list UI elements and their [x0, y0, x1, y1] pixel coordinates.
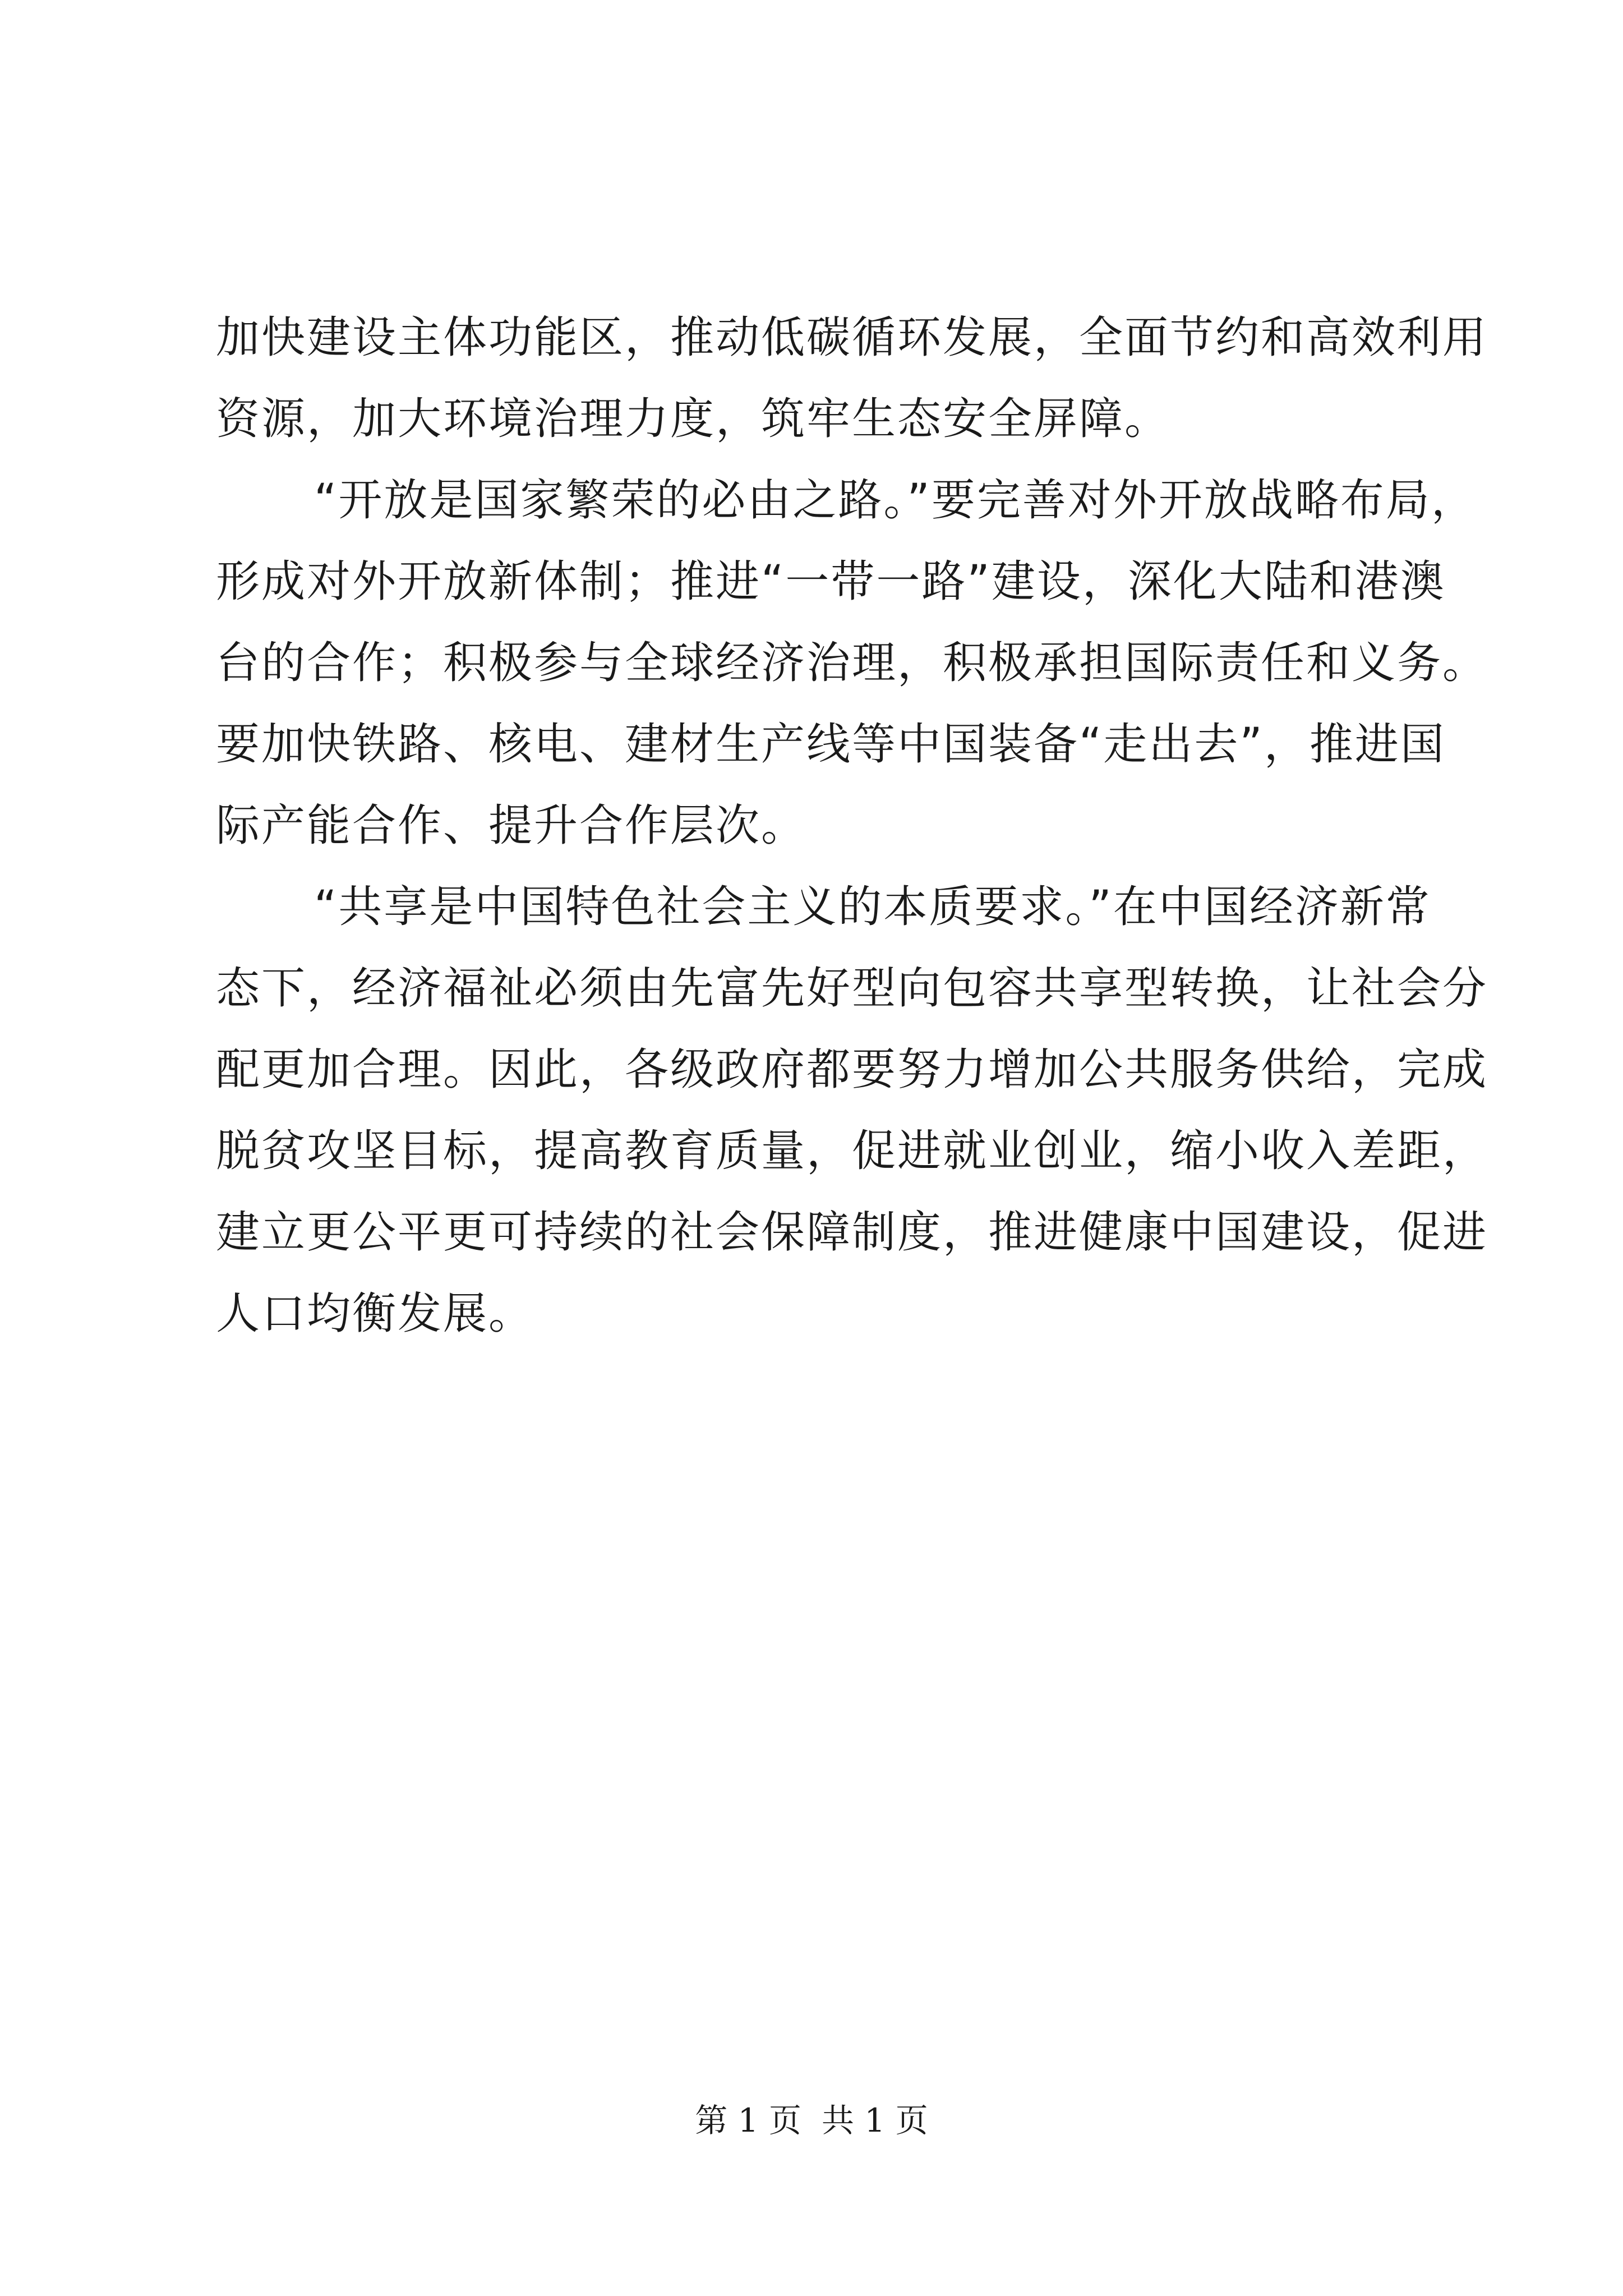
- text-line: 人口均衡发展。: [216, 1289, 534, 1339]
- page-footer: [0, 2101, 1623, 2140]
- text-line: 要加快铁路、核电、建材生产线等中国装备“走出去”，推进国: [216, 719, 1446, 770]
- page-total: 共 1 页: [822, 2101, 928, 2139]
- page-number: 第 1 页: [695, 2101, 801, 2139]
- text-line: 脱贫攻坚目标，提高教育质量，促进就业创业，缩小收入差距，: [216, 1126, 1488, 1176]
- text-line: “共享是中国特色社会主义的本质要求。”在中国经济新常: [314, 882, 1431, 932]
- text-line: 形成对外开放新体制；推进“一带一路”建设，深化大陆和港澳: [216, 556, 1446, 607]
- text-line: 加快建设主体功能区，推动低碳循环发展，全面节约和高效利用: [216, 312, 1488, 363]
- text-line: 台的合作；积极参与全球经济治理，积极承担国际责任和义务。: [216, 638, 1488, 688]
- text-line: 建立更公平更可持续的社会保障制度，推进健康中国建设，促进: [216, 1207, 1488, 1258]
- text-line: 配更加合理。因此，各级政府都要努力增加公共服务供给，完成: [216, 1045, 1488, 1095]
- document-body: [216, 297, 1488, 1355]
- text-line: “开放是国家繁荣的必由之路。”要完善对外开放战略布局，: [314, 475, 1477, 526]
- text-line: 际产能合作、提升合作层次。: [216, 800, 807, 851]
- text-line: 态下，经济福祉必须由先富先好型向包容共享型转换，让社会分: [216, 963, 1488, 1014]
- paragraph-1: [216, 297, 1488, 460]
- paragraph-2: [216, 460, 1488, 867]
- paragraph-3: [216, 867, 1488, 1355]
- text-line: 资源，加大环境治理力度，筑牢生态安全屏障。: [216, 394, 1170, 444]
